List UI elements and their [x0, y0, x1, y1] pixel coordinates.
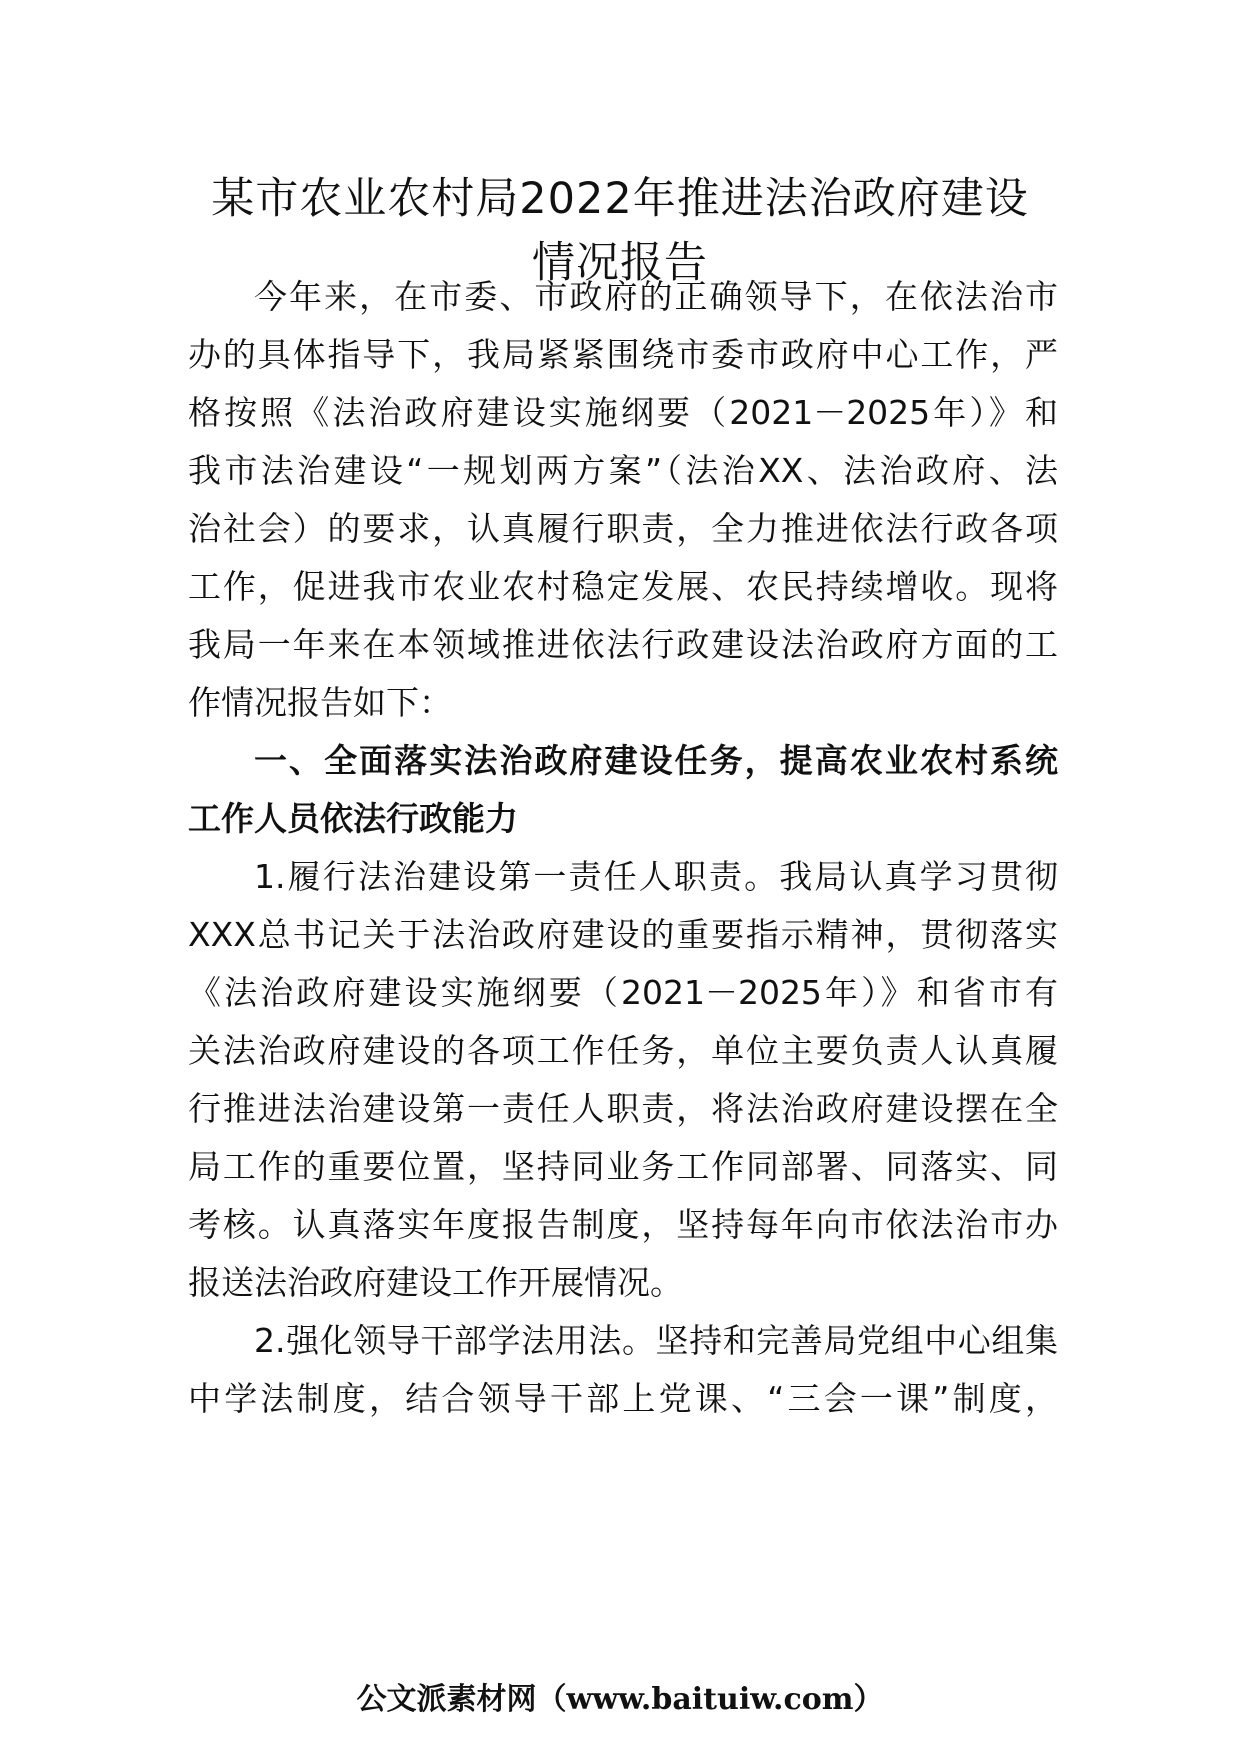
- body-line: 中学法制度，结合领导干部上党课、“三会一课”制度，: [188, 1379, 1058, 1418]
- body-line: 考核。认真落实年度报告制度，坚持每年向市依法治市办: [188, 1205, 1058, 1244]
- body-line: 《法治政府建设实施纲要（2021－2025年）》和省市有: [188, 973, 1058, 1012]
- body-line: 今年来，在市委、市政府的正确领导下，在依法治市: [254, 277, 1058, 316]
- body-line: 办的具体指导下，我局紧紧围绕市委市政府中心工作，严: [188, 335, 1058, 374]
- body-line: 治社会）的要求，认真履行职责，全力推进依法行政各项: [188, 509, 1058, 548]
- body-line: 报送法治政府建设工作开展情况。: [188, 1263, 683, 1302]
- body-line: 局工作的重要位置，坚持同业务工作同部署、同落实、同: [188, 1147, 1058, 1186]
- body-line: 我市法治建设“一规划两方案”（法治XX、法治政府、法: [188, 451, 1058, 490]
- body-line: XXX总书记关于法治政府建设的重要指示精神，贯彻落实: [188, 915, 1058, 954]
- body-line: 作情况报告如下：: [188, 683, 452, 722]
- body-line: 关法治政府建设的各项工作任务，单位主要负责人认真履: [188, 1031, 1058, 1070]
- body-line: 1.履行法治建设第一责任人职责。我局认真学习贯彻: [254, 857, 1058, 896]
- body-line: 行推进法治建设第一责任人职责，将法治政府建设摆在全: [188, 1089, 1058, 1128]
- document-title-line-2: 情况报告: [532, 238, 708, 288]
- body-line: 我局一年来在本领域推进依法行政建设法治政府方面的工: [188, 625, 1058, 664]
- footer-watermark: 公文派素材网（www.baituiw.com）: [356, 1682, 884, 1717]
- body-line: 2.强化领导干部学法用法。坚持和完善局党组中心组集: [254, 1321, 1058, 1360]
- body-line: 工作，促进我市农业农村稳定发展、农民持续增收。现将: [188, 567, 1058, 606]
- section-heading-line: 工作人员依法行政能力: [188, 799, 518, 838]
- document-title-line-1: 某市农业农村局2022年推进法治政府建设: [211, 174, 1029, 224]
- body-line: 格按照《法治政府建设实施纲要（2021－2025年）》和: [188, 393, 1058, 432]
- section-heading-line: 一、全面落实法治政府建设任务，提高农业农村系统: [254, 741, 1058, 780]
